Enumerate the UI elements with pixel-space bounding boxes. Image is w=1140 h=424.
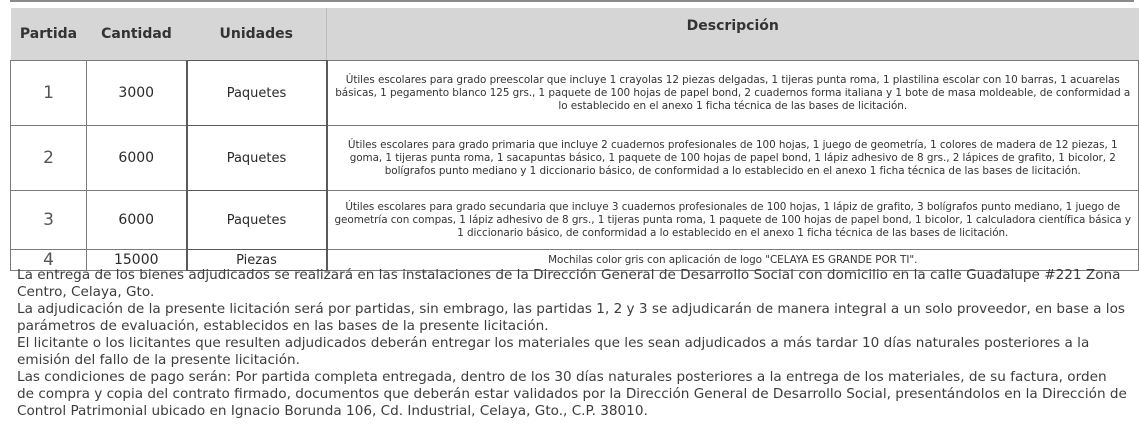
- paragraph-deadline: El licitante o los licitantes que resulten adjudicados deberán entregar los materiales que les sean adjudicados a más tardar 10 días naturales posteriores a la emisión del fallo de la presente licitación.: [17, 335, 1090, 368]
- cell-partida: 3: [11, 191, 87, 250]
- cell-cantidad: 3000: [87, 61, 187, 126]
- table-row: [11, 126, 1139, 191]
- header-unidades: Unidades: [187, 8, 327, 61]
- paragraph-delivery: La entrega de los bienes adjudicados se realizará en las instalaciones de la Dirección General de Desarrollo Social con domicilio en la calle Guadalupe #221 Zona Centro, Celaya, Gto.: [17, 267, 1121, 300]
- terms-text: [17, 267, 1127, 420]
- cell-descripcion: Mochilas color gris con aplicación de logo "CELAYA ES GRANDE POR TI".: [327, 250, 1139, 271]
- bid-items-table: [10, 8, 1139, 271]
- table-header-row: [11, 8, 1139, 61]
- cell-unidades: Piezas: [187, 250, 327, 271]
- cell-unidades: Paquetes: [187, 191, 327, 250]
- cell-cantidad: 6000: [87, 126, 187, 191]
- paragraph-payment: Las condiciones de pago serán: Por partida completa entregada, dentro de los 30 días naturales posteriores a la entrega de los materiales, de su factura, orden de compra y copia del contrato firmado, documentos que deberán estar validados por la Dirección General de Desarrollo Social, presentándolos en la Dirección de Control Patrimonial ubicado en Ignacio Borunda 106, Cd. Industrial, Celaya, Gto., C.P. 38010.: [17, 369, 1127, 419]
- cell-cantidad: 6000: [87, 191, 187, 250]
- header-descripcion: Descripción: [327, 8, 1139, 61]
- cell-descripcion: Útiles escolares para grado preescolar que incluye 1 crayolas 12 piezas delgadas, 1 tijeras punta roma, 1 plastilina escolar con 10 barras, 1 acuarelas básicas, 1 pegamento blanco 125 grs., 1 paquete de 100 hojas de papel bond, 2 cuadernos forma italiana y 1 bote de masa moldeable, de conformidad a lo establecido en el anexo 1 ficha técnica de las bases de licitación.: [327, 61, 1139, 126]
- cell-unidades: Paquetes: [187, 61, 327, 126]
- top-rule: [10, 0, 1134, 2]
- header-cantidad: Cantidad: [87, 8, 187, 61]
- header-partida: Partida: [11, 8, 87, 61]
- cell-partida: 2: [11, 126, 87, 191]
- cell-cantidad: 15000: [87, 250, 187, 271]
- cell-descripcion: Útiles escolares para grado primaria que incluye 2 cuadernos profesionales de 100 hojas, 1 juego de geometría, 1 colores de madera de 12 piezas, 1 goma, 1 tijeras punta roma, 1 sacapuntas básico, 1 paquete de 100 hojas de papel bond, 1 lápiz adhesivo de 8 grs., 2 lápices de grafito, 1 bicolor, 2 bolígrafos punto mediano y 1 diccionario básico, de conformidad a lo establecido en el anexo 1 ficha técnica de las bases de licitación.: [327, 126, 1139, 191]
- cell-descripcion: Útiles escolares para grado secundaria que incluye 3 cuadernos profesionales de 100 hojas, 1 lápiz de grafito, 3 bolígrafos punto mediano, 1 juego de geometría con compas, 1 lápiz adhesivo de 8 grs., 1 tijeras punta roma, 1 paquete de 100 hojas de papel bond, 1 bicolor, 1 calculadora científica básica y 1 diccionario básico, de conformidad a lo establecido en el anexo 1 ficha técnica de las bases de licitación.: [327, 191, 1139, 250]
- cell-partida: 4: [11, 250, 87, 271]
- cell-unidades: Paquetes: [187, 126, 327, 191]
- paragraph-adjudication: La adjudicación de la presente licitación será por partidas, sin embrago, las partidas 1, 2 y 3 se adjudicarán de manera integral a un solo proveedor, en base a los parámetros de evaluación, establecidos en las bases de la presente licitación.: [17, 301, 1125, 334]
- table-row: [11, 61, 1139, 126]
- table-row: [11, 191, 1139, 250]
- cell-partida: 1: [11, 61, 87, 126]
